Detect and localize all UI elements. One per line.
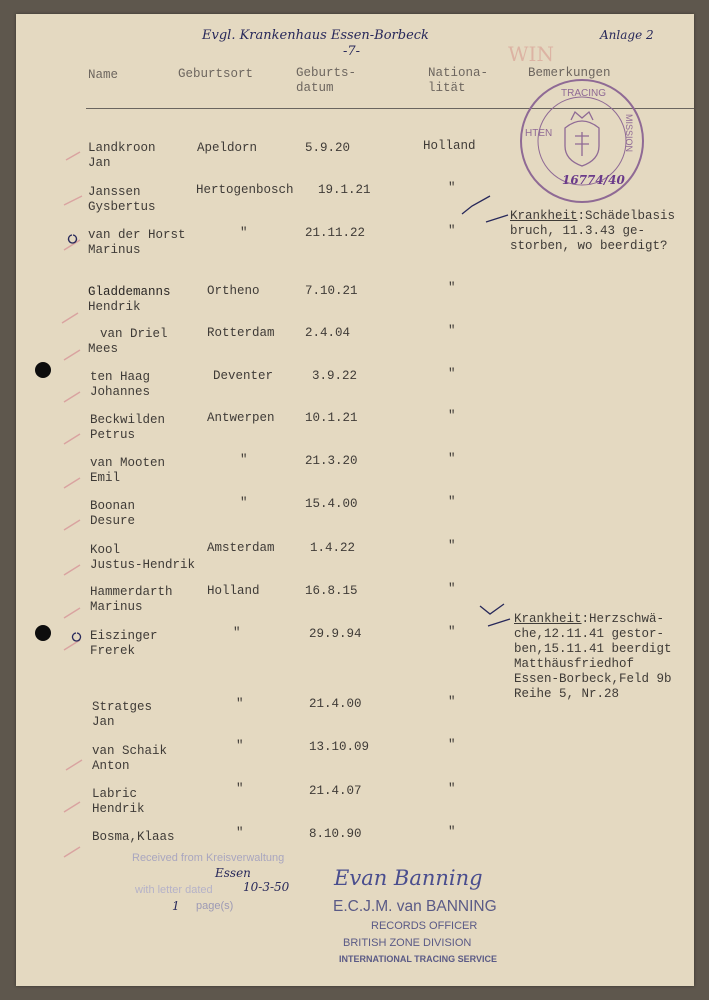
remark-1-line-1 [510, 209, 675, 224]
row-birthdate: 2.4.04 [305, 326, 351, 340]
row-nationality: " [448, 738, 456, 752]
row-birthplace: Apeldorn [197, 141, 258, 155]
annex-label: Anlage 2 [600, 28, 654, 42]
row-nationality: " [448, 181, 456, 195]
row-name: van Driel [100, 327, 168, 341]
row-birthdate: 21.3.20 [305, 454, 358, 468]
row-given-name: Justus-Hendrik [90, 558, 196, 572]
row-given-name: Desure [90, 514, 136, 528]
row-name: Bosma,Klaas [92, 830, 175, 844]
received-stamp-line-2: with letter dated [135, 884, 213, 896]
column-header-nationality-2: lität [428, 81, 466, 95]
crest-icon [565, 112, 599, 166]
remark-2-text: :Herzschwä- [581, 612, 665, 626]
remark-2-line-2: che,12.11.41 gestor- [514, 627, 665, 641]
row-birthdate: 1.4.22 [310, 541, 356, 555]
officer-service: INTERNATIONAL TRACING SERVICE [339, 954, 498, 964]
row-birthplace: Hertogenbosch [196, 183, 294, 197]
row-nationality: " [448, 695, 456, 709]
seal-left-text: HTEN [525, 128, 553, 139]
row-birthplace: " [236, 782, 244, 796]
punch-hole-bottom [35, 625, 51, 641]
row-nationality: " [448, 539, 456, 553]
officer-name: E.C.J.M. van BANNING [333, 898, 497, 915]
officer-signature: Evan Banning [334, 866, 483, 890]
row-name: Beckwilden [90, 413, 166, 427]
column-header-birthdate-2: datum [296, 81, 334, 95]
row-name: Gladdemanns [88, 285, 171, 299]
column-header-birthdate: Geburts- [296, 66, 357, 80]
row-given-name: Johannes [90, 385, 151, 399]
row-given-name: Hendrik [92, 802, 145, 816]
row-birthdate: 13.10.09 [309, 740, 370, 754]
row-given-name: Jan [88, 156, 111, 170]
row-birthplace: " [236, 826, 244, 840]
received-city: Essen [215, 866, 251, 880]
row-birthdate: 29.9.94 [309, 627, 362, 641]
remark-2-line-6: Reihe 5, Nr.28 [514, 687, 620, 701]
row-name: Stratges [92, 700, 153, 714]
row-nationality: " [448, 582, 456, 596]
column-header-nationality: Nationa- [428, 66, 489, 80]
row-birthplace: " [236, 697, 244, 711]
seal-right-text: MISSION [624, 114, 634, 153]
row-given-name: Marinus [90, 600, 143, 614]
row-name: Landkroon [88, 141, 156, 155]
row-given-name: Gysbertus [88, 200, 156, 214]
remark-2-line-4: Matthäusfriedhof [514, 657, 635, 671]
remark-2-line-5: Essen-Borbeck,Feld 9b [514, 672, 672, 686]
row-birthplace: Rotterdam [207, 326, 275, 340]
row-birthdate: 10.1.21 [305, 411, 358, 425]
row-nationality: " [448, 452, 456, 466]
seal-number: 16774/40 [562, 173, 625, 187]
row-name: van Mooten [90, 456, 166, 470]
remark-1-line-2: bruch, 11.3.43 ge- [510, 224, 646, 238]
row-given-name: Anton [92, 759, 130, 773]
row-birthplace: Holland [207, 584, 260, 598]
row-name: Eiszinger [90, 629, 158, 643]
column-header-remarks: Bemerkungen [528, 66, 611, 80]
seal-top-text: TRACING [561, 88, 606, 99]
row-birthplace: " [240, 226, 248, 240]
row-birthdate: 15.4.00 [305, 497, 358, 511]
remark-1-line-3: storben, wo beerdigt? [510, 239, 668, 253]
row-nationality: " [448, 625, 456, 639]
row-birthplace: Deventer [213, 369, 274, 383]
row-name: Hammerdarth [90, 585, 173, 599]
officer-title: RECORDS OFFICER [371, 920, 478, 932]
row-birthdate: 16.8.15 [305, 584, 358, 598]
row-birthplace: Ortheno [207, 284, 260, 298]
row-birthplace: " [240, 496, 248, 510]
row-birthplace: Antwerpen [207, 411, 275, 425]
row-name: ten Haag [90, 370, 151, 384]
column-header-name: Name [88, 68, 119, 82]
row-birthplace: " [233, 626, 241, 640]
row-birthdate: 3.9.22 [312, 369, 358, 383]
row-given-name: Petrus [90, 428, 136, 442]
row-nationality: " [448, 281, 456, 295]
row-birthdate: 8.10.90 [309, 827, 362, 841]
row-nationality: " [448, 224, 456, 238]
received-pages-label: page(s) [196, 900, 234, 912]
row-name: Janssen [88, 185, 141, 199]
document-title: Evgl. Krankenhaus Essen-Borbeck [202, 28, 429, 43]
row-given-name: Hendrik [88, 300, 141, 314]
remark-2-line-1 [514, 612, 664, 627]
row-birthplace: " [240, 453, 248, 467]
row-given-name: Mees [88, 342, 119, 356]
faint-mark: WIN [508, 42, 554, 66]
row-name: van der Horst [88, 228, 186, 242]
received-date: 10-3-50 [243, 880, 290, 894]
row-given-name: Frerek [90, 644, 136, 658]
page-number: -7- [343, 44, 361, 59]
officer-division: BRITISH ZONE DIVISION [343, 937, 472, 949]
row-nationality: " [448, 409, 456, 423]
row-given-name: Jan [92, 715, 115, 729]
received-page-count: 1 [172, 899, 180, 913]
row-birthdate: 5.9.20 [305, 141, 351, 155]
row-name: Kool [90, 543, 121, 557]
column-header-birthplace: Geburtsort [178, 67, 254, 81]
row-name: Boonan [90, 499, 136, 513]
row-birthdate: 19.1.21 [318, 183, 371, 197]
row-nationality: " [448, 782, 456, 796]
row-nationality: " [448, 825, 456, 839]
row-birthdate: 7.10.21 [305, 284, 358, 298]
row-birthdate: 21.4.00 [309, 697, 362, 711]
remark-1-label: Krankheit [510, 209, 578, 223]
row-name: Labric [92, 787, 138, 801]
row-given-name: Marinus [88, 243, 141, 257]
row-birthdate: 21.11.22 [305, 226, 366, 240]
row-nationality: " [448, 367, 456, 381]
punch-hole-top [35, 362, 51, 378]
row-birthplace: Amsterdam [207, 541, 275, 555]
remark-2-label: Krankheit [514, 612, 582, 626]
received-stamp-line-1: Received from Kreisverwaltung [132, 852, 285, 864]
row-name: van Schaik [92, 744, 168, 758]
remark-1-text: :Schädelbasis [577, 209, 676, 223]
row-birthdate: 21.4.07 [309, 784, 362, 798]
row-birthplace: " [236, 739, 244, 753]
row-given-name: Emil [90, 471, 121, 485]
remark-2-line-3: ben,15.11.41 beerdigt [514, 642, 672, 656]
row-nationality: " [448, 324, 456, 338]
row-nationality: " [448, 495, 456, 509]
row-nationality: Holland [423, 139, 476, 153]
